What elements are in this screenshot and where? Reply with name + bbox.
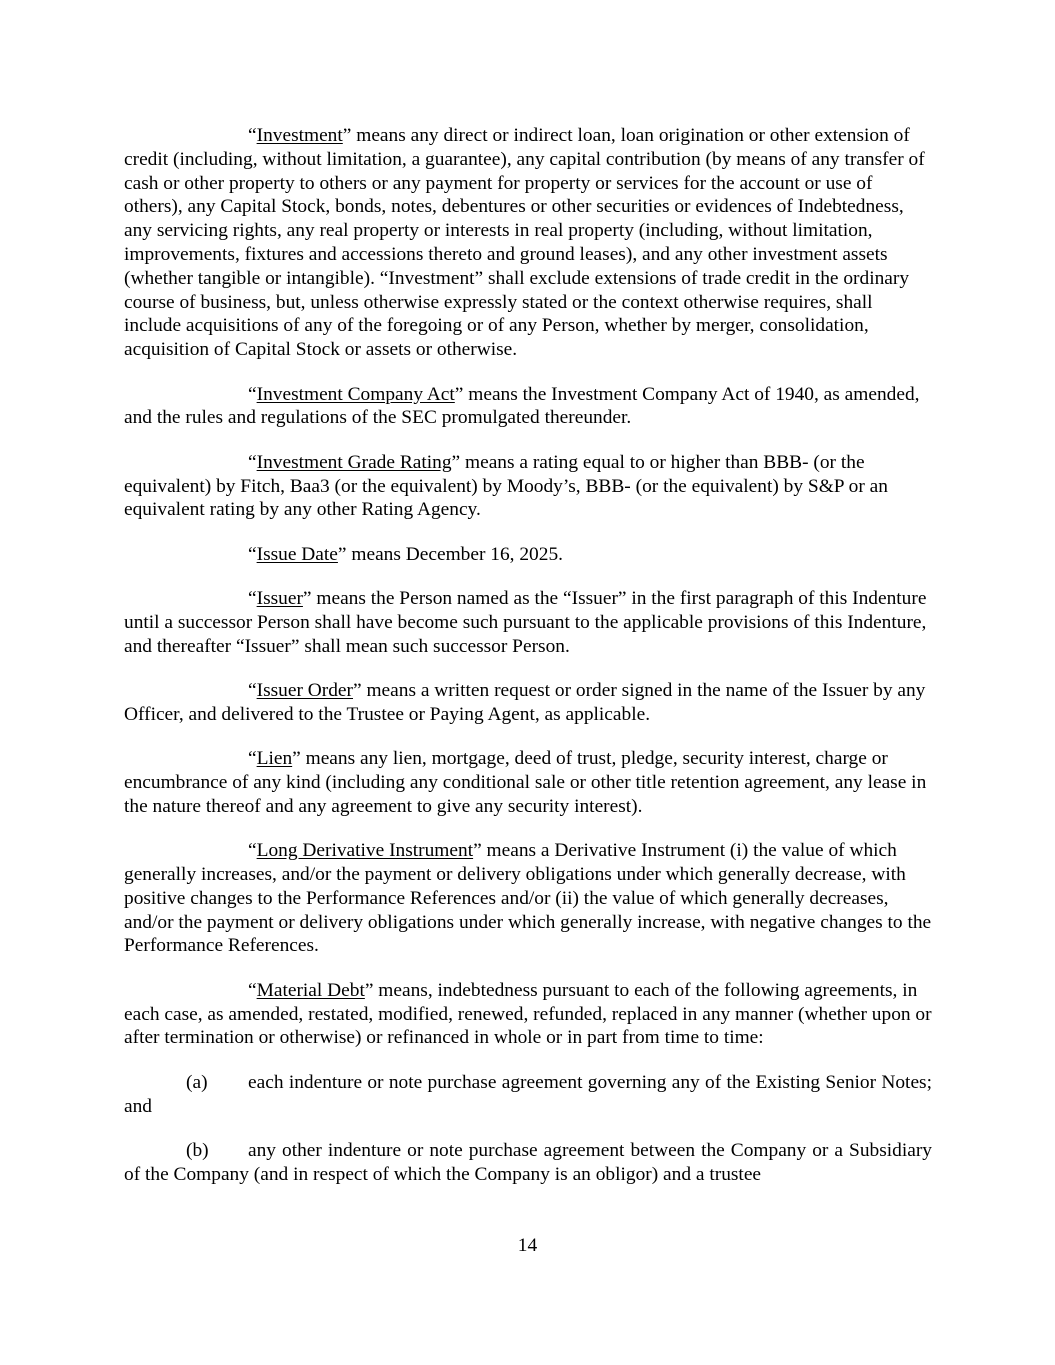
subclause-label: (b) bbox=[186, 1140, 209, 1162]
defined-term: Investment Company Act bbox=[256, 383, 455, 405]
defined-term: Lien bbox=[256, 748, 293, 770]
definition-text: ” means the Investment Company Act of 1940, as amended, and the rules and regulations of the SEC promulgated thereunder. bbox=[124, 383, 920, 429]
definition-material-debt: “Material Debt” means, indebtedness pursuant to each of the following agreements, in each case, as amended, restated, modified, renewed, refunded, replaced in any manner (whether upon or after termination or otherwise) or refinanced in whole or in part from time to time: bbox=[124, 979, 932, 1049]
definition-text: ” means a written request or order signed in the name of the Issuer by any Officer, and delivered to the Trustee or Paying Agent, as applicable. bbox=[124, 680, 926, 725]
definition-investment-company-act: “Investment Company Act” means the Investment Company Act of 1940, as amended, and the rules and regulations of the SEC promulgated thereunder. bbox=[124, 383, 920, 429]
definition-issuer: “Issuer” means the Person named as the “Issuer” in the first paragraph of this Indenture until a successor Person shall have become such pursuant to the applicable provisions of this Indenture, and thereafter “Issuer” shall mean such successor Person. bbox=[124, 588, 927, 657]
subclause-text: any other indenture or note purchase agreement between the Company or a Subsidiary of the Company (and in respect of which the Company is an obligor) and a trustee bbox=[124, 1140, 932, 1185]
definition-text: ” means, indebtedness pursuant to each of the following agreements, in each case, as amended, restated, modified, renewed, refunded, replaced in any manner (whether upon or after termination or otherwise) or refinanced in whole or in part from time to time: bbox=[124, 979, 932, 1049]
defined-term: Issuer bbox=[256, 588, 303, 610]
definition-text: ” means December 16, 2025. bbox=[337, 543, 563, 565]
definition-investment: “Investment” means any direct or indirect loan, loan origination or other extension of credit (including, without limitation, a guarantee), any capital contribution (by means of any transfer of cash or other property to others or any payment for property or services for the account or use of others), any Capital Stock, bonds, notes, debentures or other securities or evidences of Indebtedness, any servicing rights, any real property or interests in real property (including, without limitation, improvements, fixtures and accessions thereto and ground leases), and any other investment assets (whether tangible or intangible). “Investment” shall exclude extensions of trade credit in the ordinary course of business, but, unless otherwise expressly stated or the context otherwise requires, shall include acquisitions of any of the foregoing or of any Person, whether by merger, consolidation, acquisition of Capital Stock or assets or otherwise. bbox=[124, 125, 925, 361]
definition-issue-date: “Issue Date” means December 16, 2025. bbox=[248, 543, 563, 565]
definition-text: ” means any direct or indirect loan, loan origination or other extension of credit (including, without limitation, a guarantee), any capital contribution (by means of any transfer of cash or other property to others or any payment for property or services for the account or use of others), any Capital Stock, bonds, notes, debentures or other securities or evidences of Indebtedness, any servicing rights, any real property or interests in real property (including, without limitation, improvements, fixtures and accessions thereto and ground leases), and any other investment assets (whether tangible or intangible). “Investment” shall exclude extensions of trade credit in the ordinary course of business, but, unless otherwise expressly stated or the context otherwise requires, shall include acquisitions of any of the foregoing or of any Person, whether by merger, consolidation, acquisition of Capital Stock or assets or otherwise. bbox=[124, 125, 925, 361]
definition-issuer-order: “Issuer Order” means a written request or order signed in the name of the Issuer by any Officer, and delivered to the Trustee or Paying Agent, as applicable. bbox=[124, 680, 926, 725]
defined-term: Long Derivative Instrument bbox=[256, 840, 474, 862]
defined-term: Investment bbox=[256, 125, 343, 146]
document-page bbox=[124, 124, 932, 1207]
defined-term: Investment Grade Rating bbox=[256, 451, 452, 473]
defined-term: Issuer Order bbox=[256, 680, 353, 702]
definition-text: ” means a rating equal to or higher than BBB- (or the equivalent) by Fitch, Baa3 (or the equivalent) by Moody’s, BBB- (or the equivalent) by S&P or an equivalent rating by any other Rating Agency. bbox=[124, 451, 888, 521]
defined-term: Issue Date bbox=[256, 543, 338, 565]
definition-text: ” means a Derivative Instrument (i) the value of which generally increases, and/or the payment or delivery obligations under which generally decrease, with positive changes to the Performance References and/or (ii) the value of which generally decreases, and/or the payment or delivery obligations under which generally increase, with negative changes to the Performance References. bbox=[124, 840, 932, 957]
definition-lien: “Lien” means any lien, mortgage, deed of trust, pledge, security interest, charge or encumbrance of any kind (including any conditional sale or other title retention agreement, any lease in the nature thereof and any agreement to give any security interest). bbox=[124, 748, 927, 817]
subclause-label: (a) bbox=[186, 1071, 208, 1093]
definition-text: ” means the Person named as the “Issuer” in the first paragraph of this Indenture until a successor Person shall have become such pursuant to the applicable provisions of this Indenture, and thereafter “Issuer” shall mean such successor Person. bbox=[124, 588, 927, 657]
subclause-b bbox=[124, 1139, 932, 1187]
subclause-a bbox=[124, 1071, 932, 1119]
page-number: 14 bbox=[517, 1235, 538, 1256]
subclause-text: each indenture or note purchase agreement governing any of the Existing Senior Notes; and bbox=[124, 1071, 932, 1117]
definition-text: ” means any lien, mortgage, deed of trust, pledge, security interest, charge or encumbrance of any kind (including any conditional sale or other title retention agreement, any lease in the nature thereof and any agreement to give any security interest). bbox=[124, 748, 927, 817]
definition-investment-grade-rating: “Investment Grade Rating” means a rating equal to or higher than BBB- (or the equivalent) by Fitch, Baa3 (or the equivalent) by Moody’s, BBB- (or the equivalent) by S&P or an equivalent rating by any other Rating Agency. bbox=[124, 451, 888, 521]
defined-term: Material Debt bbox=[256, 979, 365, 1001]
definition-long-derivative-instrument: “Long Derivative Instrument” means a Derivative Instrument (i) the value of which generally increases, and/or the payment or delivery obligations under which generally decrease, with positive changes to the Performance References and/or (ii) the value of which generally decreases, and/or the payment or delivery obligations under which generally increase, with negative changes to the Performance References. bbox=[124, 840, 932, 957]
